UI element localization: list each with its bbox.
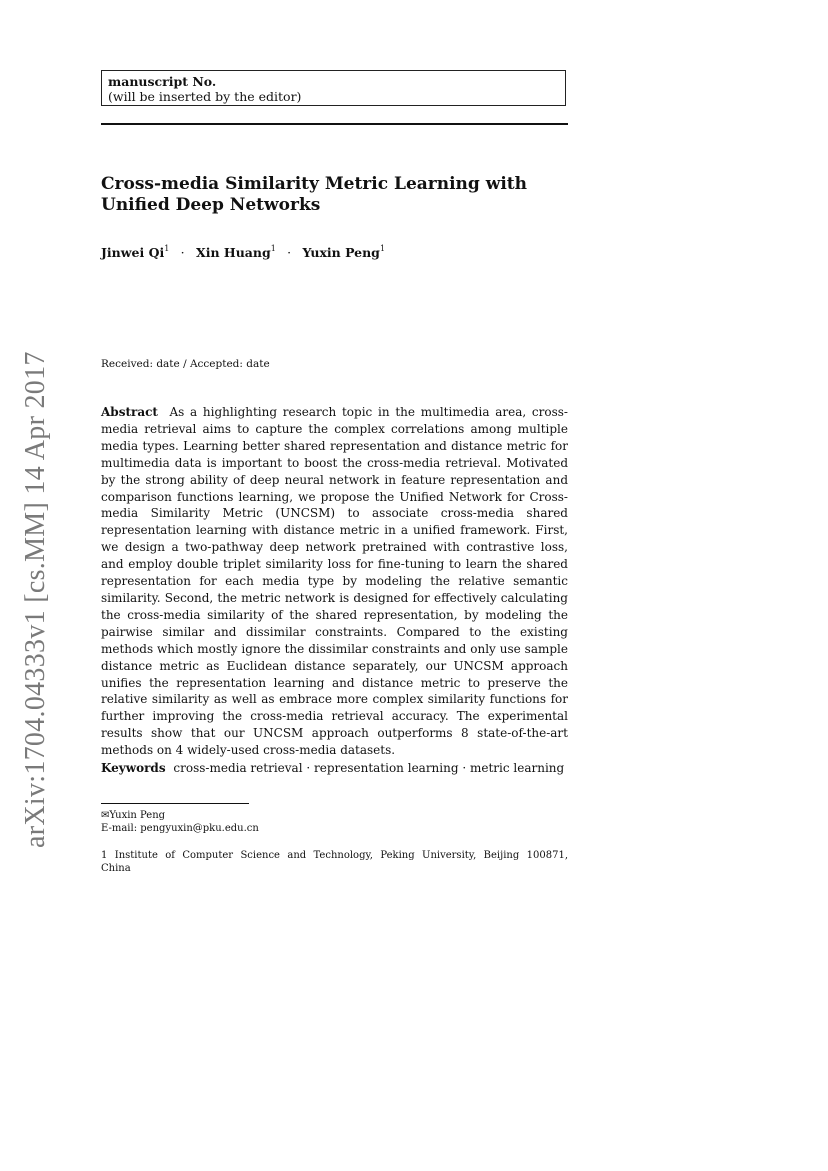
manuscript-note: (will be inserted by the editor)	[108, 89, 302, 104]
abstract-text: As a highlighting research topic in the multimedia area, cross-media retrieval aims to capture the complex correlations among multiple media types. Learning better shared representation and distance metric for multimedia data is important to boost the cross-media retrieval. Motivated by the strong ability of deep neural network in feature representation and comparison functions learning, we propose the Unified Network for Cross-media Similarity Metric (UNCSM) to associate cross-media shared representation learning with distance metric in a unified framework. First, we design a two-pathway deep network pretrained with contrastive loss, and employ double triplet similarity loss for fine-tuning to learn the shared representation for each media type by modeling the relative semantic similarity. Second, the metric network is designed for effectively calculating the cross-media similarity of the shared representation, by modeling the pairwise similar and dissimilar constraints. Compared to the existing methods which mostly ignore the dissimilar constraints and only use sample distance metric as Euclidean distance separately, our UNCSM approach unifies the representation learning and distance metric to preserve the relative similarity as well as embrace more complex similarity functions for further improving the cross-media retrieval accuracy. The experimental results show that our UNCSM approach outperforms 8 state-of-the-art methods on 4 widely-used cross-media datasets.	[101, 405, 568, 758]
author-separator: ·	[287, 245, 292, 260]
paper-title: Cross-media Similarity Metric Learning with Unified Deep Networks	[101, 174, 528, 215]
corresponding-author-name: Yuxin Peng	[109, 810, 166, 821]
footnote-rule	[101, 803, 249, 804]
keywords-text: cross-media retrieval · representation learning · metric learning	[173, 761, 565, 775]
header-rule	[101, 123, 568, 125]
abstract-label: Abstract	[101, 405, 158, 419]
corresponding-author-email: E-mail: pengyuxin@pku.edu.cn	[101, 823, 259, 834]
author-name: Xin Huang	[196, 245, 271, 260]
keywords	[101, 761, 564, 775]
author-name: Jinwei Qi	[101, 245, 165, 260]
author-affiliation-mark: 1	[164, 244, 170, 253]
arxiv-identifier: arXiv:1704.04333v1 [cs.MM] 14 Apr 2017	[20, 351, 51, 848]
author-name: Yuxin Peng	[302, 245, 380, 260]
corresponding-author	[101, 809, 259, 835]
abstract	[101, 404, 568, 759]
manuscript-number-box	[101, 70, 566, 106]
received-accepted-dates: Received: date / Accepted: date	[101, 358, 270, 370]
author-affiliation-mark: 1	[379, 244, 386, 253]
author-list	[101, 244, 385, 260]
keywords-label: Keywords	[101, 761, 166, 775]
manuscript-label: manuscript No.	[108, 74, 217, 89]
affiliation-line: 1 Institute of Computer Science and Technology, Peking University, Beijing 100871,	[101, 850, 568, 861]
envelope-icon: ✉	[101, 810, 110, 821]
affiliation-country: China	[101, 863, 131, 874]
author-affiliation-mark: 1	[270, 244, 276, 253]
author-separator: ·	[180, 245, 185, 260]
